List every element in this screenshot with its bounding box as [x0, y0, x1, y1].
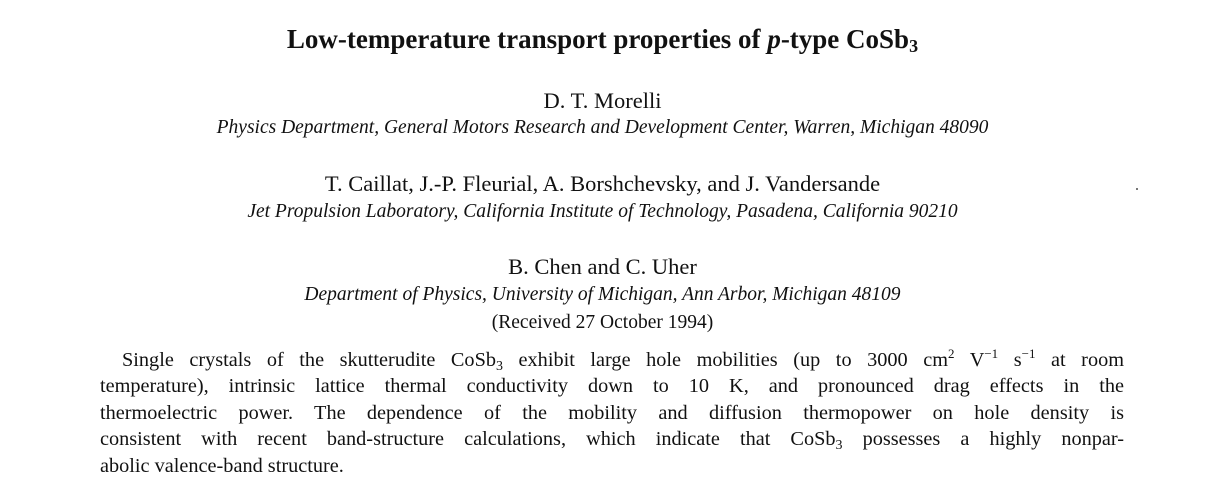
author-group-2: T. Caillat, J.-P. Fleurial, A. Borshchevsky, and J. Vandersande	[324, 171, 881, 196]
paper-title	[0, 22, 1205, 56]
received-date: (Received 27 October 1994)	[491, 312, 714, 333]
author-group-3: B. Chen and C. Uher	[508, 254, 697, 279]
abstract-line-3: thermoelectric power. The dependence of the mobility and diffusion thermopower on hole density is	[100, 401, 1124, 424]
abstract-line-2: temperature), intrinsic lattice thermal conductivity down to 10 K, and pronounced drag effects in the	[100, 375, 1124, 398]
title-middle: -type CoSb	[780, 24, 910, 54]
title-prefix: Low-temperature transport properties of	[286, 24, 768, 54]
title-italic-p: p	[767, 24, 781, 54]
title-subscript: 3	[909, 36, 919, 56]
affiliation-3: Department of Physics, University of Michigan, Ann Arbor, Michigan 48109	[304, 284, 901, 305]
abstract-line-4: consistent with recent band-structure calculations, which indicate that CoSb$_3$ possesses a highly nonpar-	[100, 428, 1125, 454]
affiliation-2: Jet Propulsion Laboratory, California Institute of Technology, Pasadena, California 90210	[247, 201, 958, 222]
author-group-1: D. T. Morelli	[543, 88, 662, 113]
abstract-line-1: Single crystals of the skutterudite CoSb$_3$ exhibit large hole mobilities (up to 3000 $cm^2$ $V^{-1}$ $s^{-1}$ at room	[122, 346, 1124, 374]
scan-speck	[1136, 188, 1138, 190]
abstract	[100, 347, 1124, 479]
abstract-line-5: abolic valence-band structure.	[100, 454, 344, 477]
affiliation-1: Physics Department, General Motors Research and Development Center, Warren, Michigan 48090	[216, 117, 989, 138]
